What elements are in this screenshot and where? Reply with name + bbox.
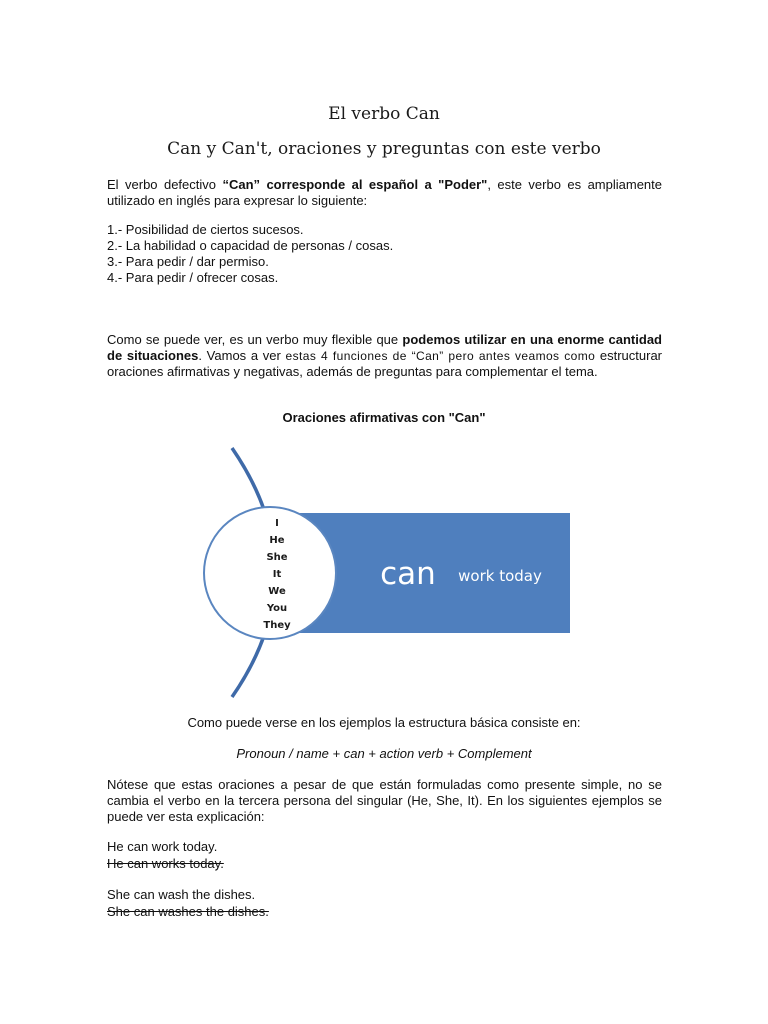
- example-correct: He can work today.: [107, 839, 218, 854]
- intro-text-2: , este verbo es ampliamente utilizado en inglés para expresar lo siguiente:: [107, 177, 662, 208]
- structure-intro: Como puede verse en los ejemplos la estructura básica consiste en:: [187, 715, 581, 730]
- pronoun-label: She: [266, 552, 288, 563]
- document-subtitle: Can y Can't, oraciones y preguntas con este verbo: [167, 139, 601, 159]
- pronoun-label: I: [275, 518, 279, 529]
- example-wrong: He can works today.: [107, 856, 224, 871]
- list-item: 4.- Para pedir / ofrecer cosas.: [107, 270, 279, 285]
- flexible-bold: podemos utilizar en una enorme cantidad de situaciones: [107, 332, 662, 363]
- pronoun-label: They: [263, 620, 291, 631]
- note-paragraph: Nótese que estas oraciones a pesar de que están formuladas como presente simple, no se cambia el verbo en la tercera persona del singular (He, She, It). En los siguientes ejemplos se puede ver esta explicación:: [107, 777, 662, 824]
- section-heading: Oraciones afirmativas con "Can": [282, 410, 486, 425]
- flexible-text-2: . Vamos a ver: [198, 348, 286, 363]
- verb-label: can: [380, 556, 436, 592]
- example-correct: She can wash the dishes.: [107, 887, 256, 902]
- pronoun-label: We: [268, 586, 286, 597]
- document-title: El verbo Can: [328, 104, 440, 124]
- complement-label: work today: [458, 567, 542, 585]
- list-item: 3.- Para pedir / dar permiso.: [107, 254, 269, 269]
- pronoun-label: It: [272, 569, 282, 580]
- pronoun-label: He: [269, 535, 285, 546]
- flexible-text-1: Como se puede ver, es un verbo muy flexible que: [107, 332, 403, 347]
- intro-text-1: El verbo defectivo: [107, 177, 223, 192]
- pronoun-label: You: [266, 603, 288, 614]
- structure-formula: Pronoun / name + can + action verb + Complement: [236, 746, 532, 761]
- flexible-narrow-text: estas 4 funciones de “Can” pero antes veamos como: [285, 349, 596, 363]
- list-item: 1.- Posibilidad de ciertos sucesos.: [107, 222, 304, 237]
- intro-bold: “Can” corresponde al español a "Poder": [222, 177, 488, 192]
- example-wrong: She can washes the dishes.: [107, 904, 269, 919]
- flexible-text-3: estructurar oraciones afirmativas y negativas, además de preguntas para complementar el tema.: [107, 348, 663, 379]
- list-item: 2.- La habilidad o capacidad de personas / cosas.: [107, 238, 394, 253]
